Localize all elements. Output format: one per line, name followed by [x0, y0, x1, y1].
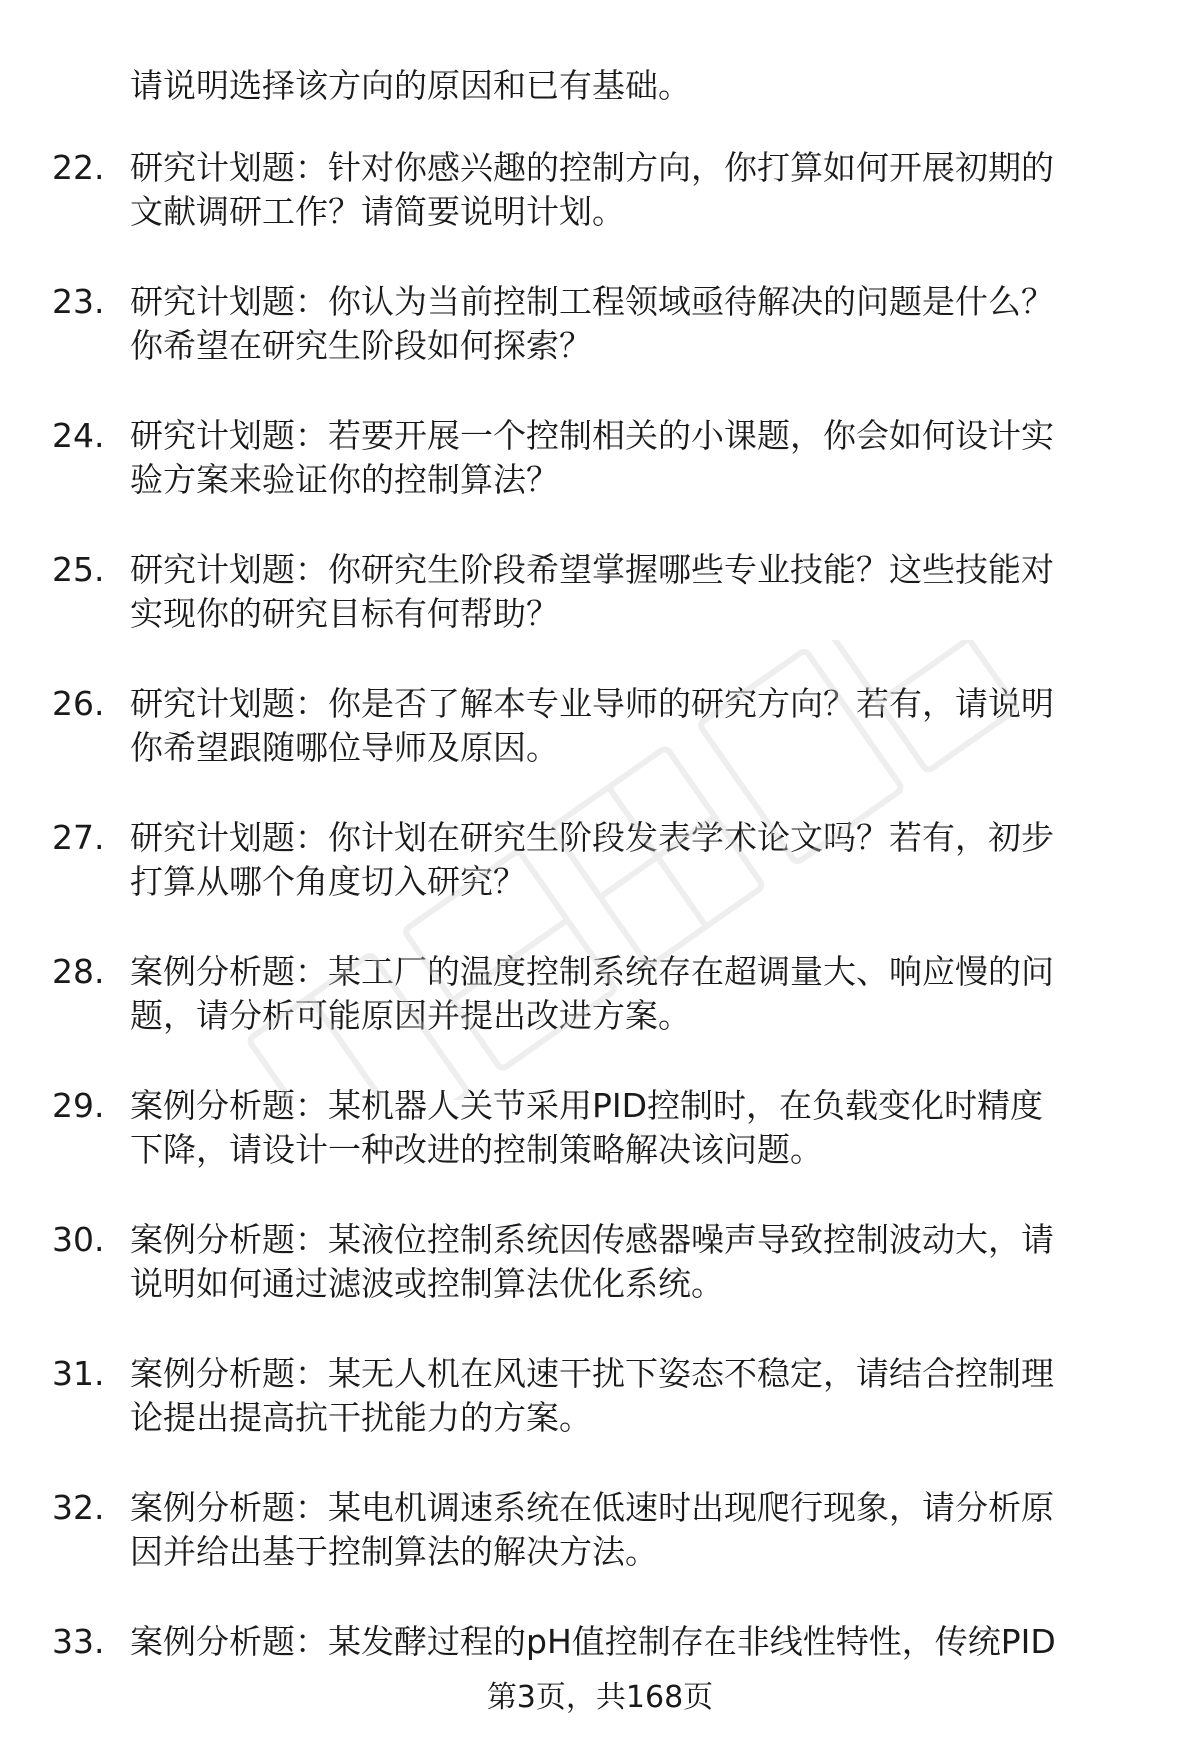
- question-line: 你希望跟随哪位导师及原因。: [130, 728, 559, 767]
- question-number: 25.: [52, 550, 105, 589]
- question-number: 26.: [52, 684, 105, 723]
- question-line: 研究计划题：你是否了解本专业导师的研究方向？若有，请说明: [130, 684, 1054, 723]
- question-text: [130, 280, 1140, 368]
- question-line: 题，请分析可能原因并提出改进方案。: [130, 996, 691, 1035]
- question-line: 打算从哪个角度切入研究？: [130, 862, 526, 901]
- question-text: [130, 1218, 1140, 1306]
- continuation-text: 请说明选择该方向的原因和已有基础。: [130, 66, 691, 105]
- question-line: 案例分析题：某工厂的温度控制系统存在超调量大、响应慢的问: [130, 952, 1054, 991]
- question-number: 24.: [52, 416, 105, 455]
- question-line: 研究计划题：若要开展一个控制相关的小课题，你会如何设计实: [130, 416, 1054, 455]
- question-line: 文献调研工作？请简要说明计划。: [130, 192, 625, 231]
- question-text: [130, 146, 1140, 234]
- question-text: [130, 1352, 1140, 1440]
- question-number: 31.: [52, 1354, 105, 1393]
- question-text: [130, 548, 1140, 636]
- question-line: 下降，请设计一种改进的控制策略解决该问题。: [130, 1130, 823, 1169]
- page-footer: 第3页，共168页: [486, 1680, 714, 1715]
- question-line: 实现你的研究目标有何帮助？: [130, 594, 559, 633]
- question-item: [0, 816, 1200, 950]
- question-number: 32.: [52, 1488, 105, 1527]
- question-item: [0, 414, 1200, 548]
- question-item: [0, 950, 1200, 1084]
- question-list: [0, 146, 1200, 1754]
- question-item: [0, 1352, 1200, 1486]
- question-line: 案例分析题：某液位控制系统因传感器噪声导致控制波动大，请: [130, 1220, 1054, 1259]
- question-line: 案例分析题：某电机调速系统在低速时出现爬行现象，请分析原: [130, 1488, 1054, 1527]
- question-line: 研究计划题：你认为当前控制工程领域亟待解决的问题是什么？: [130, 282, 1054, 321]
- question-line: 案例分析题：某机器人关节采用PID控制时，在负载变化时精度: [130, 1086, 1044, 1125]
- question-line: 案例分析题：某无人机在风速干扰下姿态不稳定，请结合控制理: [130, 1354, 1054, 1393]
- question-line: 研究计划题：你计划在研究生阶段发表学术论文吗？若有，初步: [130, 818, 1054, 857]
- question-item: [0, 1218, 1200, 1352]
- question-text: [130, 950, 1140, 1038]
- question-item: [0, 146, 1200, 280]
- question-number: 30.: [52, 1220, 105, 1259]
- question-text: [130, 414, 1140, 502]
- question-text: [130, 1084, 1140, 1172]
- question-line: 论提出提高抗干扰能力的方案。: [130, 1398, 592, 1437]
- question-line: 研究计划题：你研究生阶段希望掌握哪些专业技能？这些技能对: [130, 550, 1054, 589]
- question-number: 27.: [52, 818, 105, 857]
- question-text: [130, 682, 1140, 770]
- question-text: [130, 816, 1140, 904]
- question-text: [130, 1486, 1140, 1574]
- question-item: [0, 1084, 1200, 1218]
- question-line: 研究计划题：针对你感兴趣的控制方向，你打算如何开展初期的: [130, 148, 1054, 187]
- question-number: 28.: [52, 952, 105, 991]
- question-line: 说明如何通过滤波或控制算法优化系统。: [130, 1264, 724, 1303]
- question-item: [0, 1486, 1200, 1620]
- question-line: 验方案来验证你的控制算法？: [130, 460, 559, 499]
- question-text: [130, 1620, 1140, 1664]
- question-item: [0, 280, 1200, 414]
- question-item: [0, 548, 1200, 682]
- question-line: 你希望在研究生阶段如何探索？: [130, 326, 592, 365]
- question-number: 33.: [52, 1622, 105, 1661]
- question-line: 案例分析题：某发酵过程的pH值控制存在非线性特性，传统PID: [130, 1622, 1056, 1661]
- question-line: 因并给出基于控制算法的解决方法。: [130, 1532, 658, 1571]
- question-number: 23.: [52, 282, 105, 321]
- question-number: 29.: [52, 1086, 105, 1125]
- question-item: [0, 682, 1200, 816]
- question-number: 22.: [52, 148, 105, 187]
